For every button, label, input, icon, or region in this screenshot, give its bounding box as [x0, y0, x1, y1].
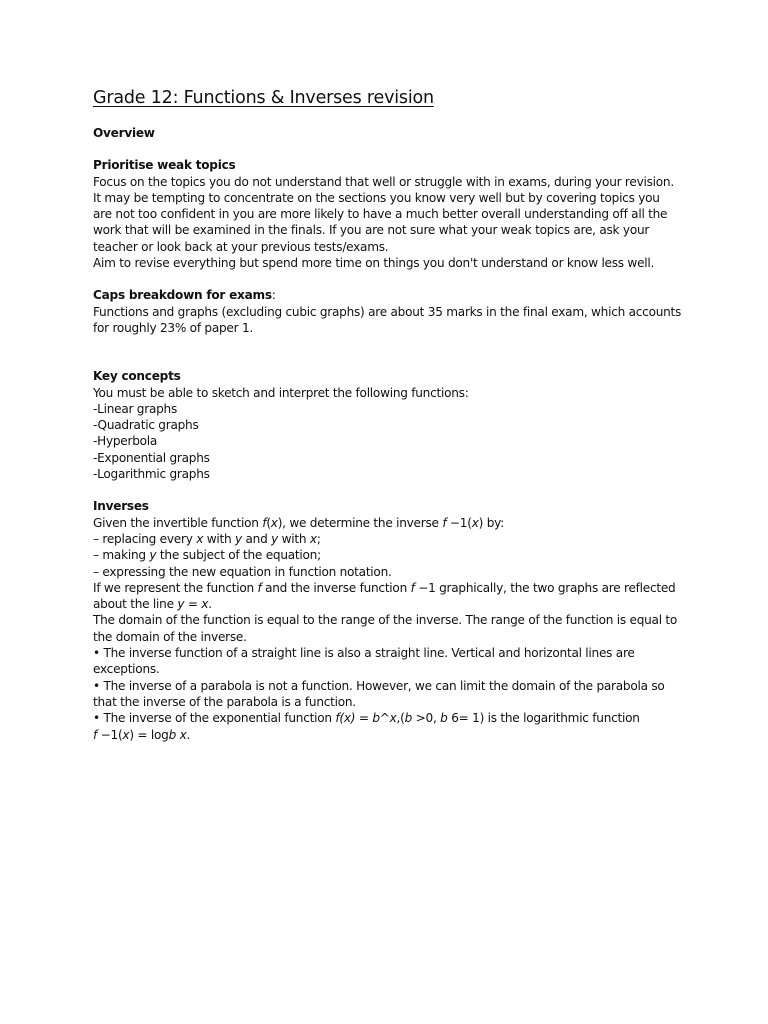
caps-line: Functions and graphs (excluding cubic graphs) are about 35 marks in the final exam, which accounts: [93, 304, 682, 319]
spacer: [93, 336, 679, 368]
page-title: Grade 12: Functions & Inverses revision: [93, 88, 434, 108]
math-run: f: [257, 580, 262, 595]
text-run: the subject of the equation;: [156, 548, 321, 563]
spacer: [93, 271, 679, 287]
text-run: −1(: [97, 727, 123, 742]
text-run: – replacing every: [93, 531, 197, 546]
inverses-bullet: • The inverse of a parabola is not a function. However, we can limit the domain of the parabola so: [93, 678, 665, 693]
key-concepts-item: -Quadratic graphs: [93, 418, 199, 433]
text-run: >0,: [412, 711, 441, 726]
inverses-line: [93, 531, 679, 547]
key-concepts-item: -Linear graphs: [93, 401, 177, 416]
inverses-line: [93, 515, 679, 531]
text-run: with: [278, 531, 310, 546]
key-concepts-heading: Key concepts: [93, 369, 181, 384]
caps-heading-row: [93, 287, 679, 303]
text-run: about the line: [93, 597, 178, 612]
text-run: =: [184, 597, 202, 612]
prioritise-line: Focus on the topics you do not understand that well or struggle with in exams, during your revision.: [93, 174, 674, 189]
text-run: ) = log: [129, 727, 169, 742]
math-run: x: [201, 597, 209, 612]
text-run: ;: [316, 531, 321, 546]
text-run: ) by:: [478, 515, 504, 530]
inverses-line: [93, 596, 679, 612]
math-run: b^x: [372, 711, 397, 726]
prioritise-line: It may be tempting to concentrate on the sections you know very well but by covering topics you: [93, 190, 660, 205]
math-run: f: [93, 727, 98, 742]
caps-heading-colon: :: [271, 288, 276, 303]
caps-heading: Caps breakdown for exams: [93, 288, 272, 303]
math-run: x: [270, 515, 278, 530]
prioritise-line: are not too confident in you are more likely to have a much better overall understanding off all the: [93, 207, 668, 222]
key-concepts-item: -Logarithmic graphs: [93, 467, 210, 482]
text-run: Given the invertible function: [93, 515, 263, 530]
text-run: −1(: [446, 515, 472, 530]
text-run: (: [266, 515, 271, 530]
text-run: −1 graphically, the two graphs are reflected: [414, 580, 676, 595]
inverses-line: that the inverse of the parabola is a function.: [93, 694, 356, 709]
math-run: b: [440, 711, 448, 726]
text-run: and: [241, 531, 272, 546]
text-run: • The inverse of the exponential function: [93, 711, 336, 726]
overview-heading: Overview: [93, 126, 155, 140]
text-run: =: [355, 711, 373, 726]
text-run: If we represent the function: [93, 580, 258, 595]
prioritise-heading: Prioritise weak topics: [93, 158, 236, 173]
math-run: y: [234, 531, 242, 546]
key-concepts-item: -Hyperbola: [93, 434, 158, 449]
inverses-line: exceptions.: [93, 662, 160, 677]
inverses-line: The domain of the function is equal to the range of the inverse. The range of the function is equal to: [93, 613, 678, 628]
text-run: 6= 1) is the logarithmic function: [447, 711, 640, 726]
caps-line: for roughly 23% of paper 1.: [93, 320, 253, 335]
spacer: [93, 482, 679, 498]
spacer: [93, 141, 679, 157]
prioritise-line: teacher or look back at your previous tests/exams.: [93, 239, 389, 254]
text-run: – making: [93, 548, 150, 563]
math-run: x: [122, 727, 130, 742]
math-run: y: [271, 531, 279, 546]
math-run: x: [471, 515, 479, 530]
document-content: [93, 86, 682, 743]
math-run: y: [149, 548, 157, 563]
prioritise-line: Aim to revise everything but spend more time on things you don't understand or know less well.: [93, 256, 655, 271]
inverses-line: [93, 580, 679, 596]
math-run: y: [177, 597, 185, 612]
inverses-line: – expressing the new equation in function notation.: [93, 564, 392, 579]
inverses-bullet: [93, 710, 679, 726]
prioritise-line: work that will be examined in the finals. If you are not sure what your weak topics are, ask your: [93, 223, 650, 238]
math-run: f: [442, 515, 447, 530]
text-run: and the inverse function: [261, 580, 411, 595]
text-run: ), we determine the inverse: [277, 515, 443, 530]
inverses-line: [93, 547, 679, 563]
text-run: .: [208, 597, 212, 612]
math-run: b: [404, 711, 413, 726]
key-concepts-intro: You must be able to sketch and interpret the following functions:: [93, 385, 469, 400]
text-run: with: [203, 531, 235, 546]
math-run: f: [262, 515, 267, 530]
text-run: ,(: [396, 711, 405, 726]
math-run: x: [309, 531, 317, 546]
key-concepts-item: -Exponential graphs: [93, 450, 210, 465]
math-run: b x: [168, 727, 187, 742]
inverses-line: the domain of the inverse.: [93, 629, 247, 644]
math-run: f(x): [335, 711, 356, 726]
math-run: x: [196, 531, 204, 546]
inverses-bullet: • The inverse function of a straight line is also a straight line. Vertical and horizontal lines are: [93, 646, 635, 661]
text-run: .: [186, 727, 191, 742]
math-run: f: [410, 580, 415, 595]
inverses-heading: Inverses: [93, 499, 149, 514]
inverses-line: [93, 727, 679, 743]
